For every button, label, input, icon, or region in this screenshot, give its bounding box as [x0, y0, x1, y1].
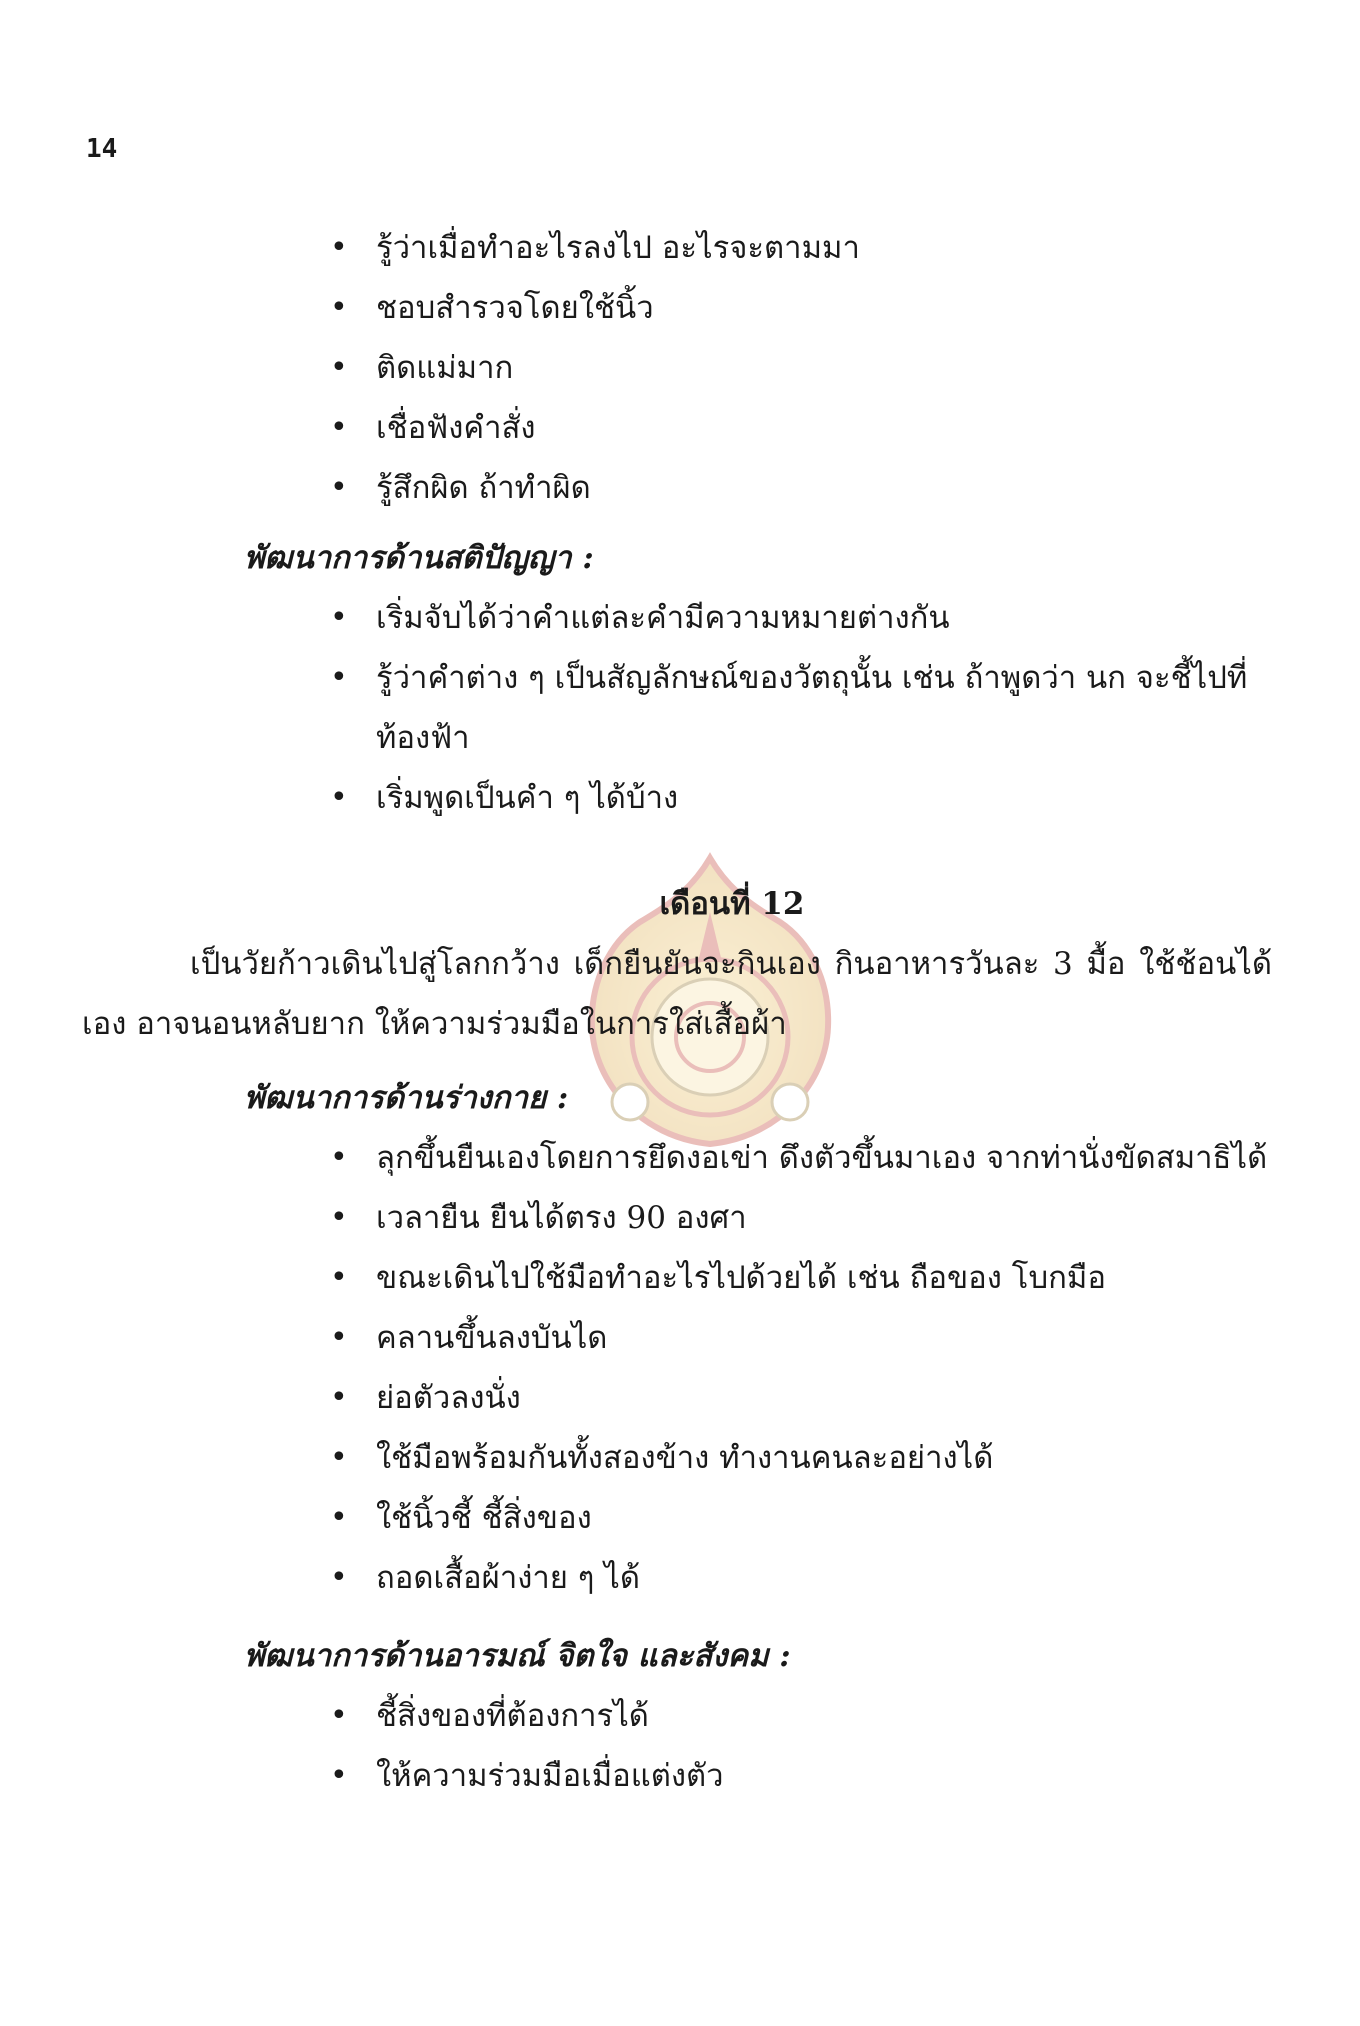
list-item: • ให้ความร่วมมือเมื่อแต่งตัว: [330, 1746, 1272, 1806]
list-item: • ย่อตัวลงนั่ง: [330, 1368, 1272, 1428]
list-item: • ใช้นิ้วชี้ ชี้สิ่งของ: [330, 1488, 1272, 1548]
list-item: • ใช้มือพร้อมกันทั้งสองข้าง ทำงานคนละอย่างได้: [330, 1428, 1272, 1488]
list-item: • รู้สึกผิด ถ้าทำผิด: [330, 458, 1272, 518]
list-item: • ติดแม่มาก: [330, 338, 1272, 398]
list-item: • ลุกขึ้นยืนเองโดยการยึดงอเข่า ดึงตัวขึ้นมาเอง จากท่านั่งขัดสมาธิได้: [330, 1128, 1272, 1188]
heading-intellect: พัฒนาการด้านสติปัญญา :: [244, 540, 594, 576]
month-12-paragraph: เป็นวัยก้าวเดินไปสู่โลกกว้าง เด็กยืนยันจะกินเอง กินอาหารวันละ 3 มื้อ ใช้ช้อนได้เอง อาจนอนหลับยาก ให้ความร่วมมือในการใส่เสื้อผ้า: [82, 946, 1272, 1042]
bullet-list-emotional: [82, 1686, 1272, 1806]
list-item: • ชี้สิ่งของที่ต้องการได้: [330, 1686, 1272, 1746]
page-number: 14: [86, 134, 118, 164]
bullet-list-intellect: [82, 588, 1272, 828]
list-item: • ชอบสำรวจโดยใช้นิ้ว: [330, 278, 1272, 338]
list-item: • เวลายืน ยืนได้ตรง 90 องศา: [330, 1188, 1272, 1248]
bullet-list-physical: [82, 1128, 1272, 1608]
list-item: • เริ่มจับได้ว่าคำแต่ละคำมีความหมายต่างกัน: [330, 588, 1272, 648]
heading-physical: พัฒนาการด้านร่างกาย :: [244, 1080, 569, 1116]
month-12-title: เดือนที่ 12: [659, 886, 805, 922]
document-body: [82, 218, 1272, 1806]
list-item: • ถอดเสื้อผ้าง่าย ๆ ได้: [330, 1548, 1272, 1608]
list-item: • คลานขึ้นลงบันได: [330, 1308, 1272, 1368]
list-item: • ขณะเดินไปใช้มือทำอะไรไปด้วยได้ เช่น ถือของ โบกมือ: [330, 1248, 1272, 1308]
list-item: • เชื่อฟังคำสั่ง: [330, 398, 1272, 458]
list-item: • รู้ว่าคำต่าง ๆ เป็นสัญลักษณ์ของวัตถุนั้น เช่น ถ้าพูดว่า นก จะชี้ไปที่ท้องฟ้า: [330, 648, 1272, 768]
bullet-list-top: [82, 218, 1272, 518]
heading-emotional: พัฒนาการด้านอารมณ์ จิตใจ และสังคม :: [244, 1638, 791, 1674]
list-item: • เริ่มพูดเป็นคำ ๆ ได้บ้าง: [330, 768, 1272, 828]
list-item: • รู้ว่าเมื่อทำอะไรลงไป อะไรจะตามมา: [330, 218, 1272, 278]
